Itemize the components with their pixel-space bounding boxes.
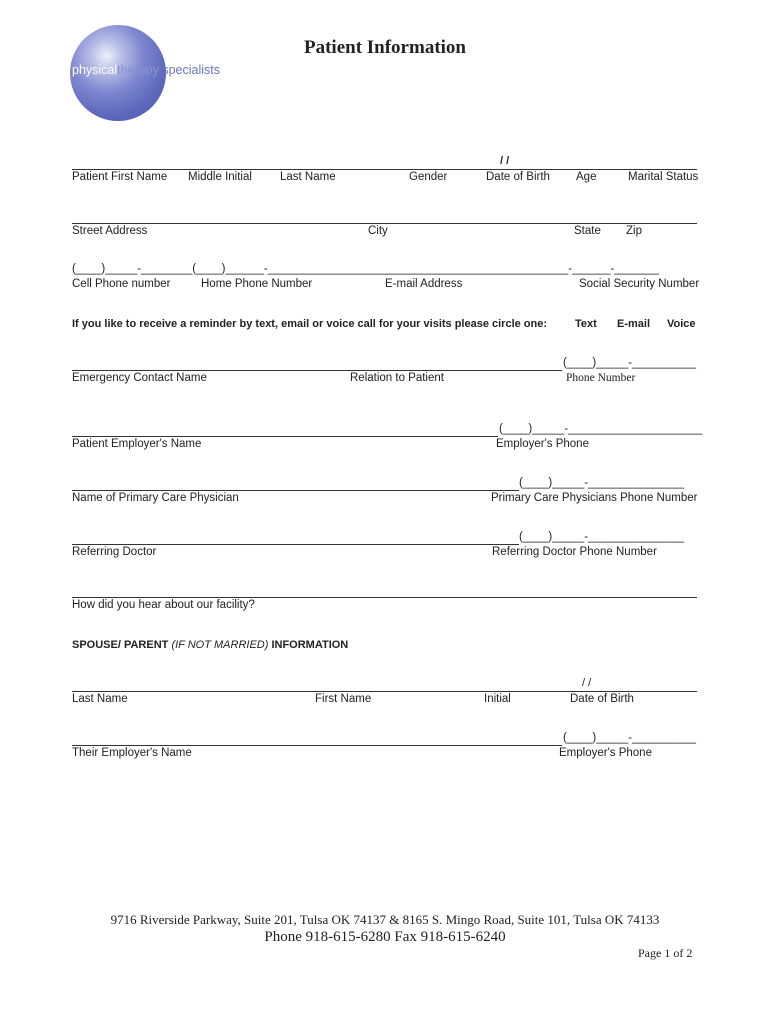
label-referring-doctor: Referring Doctor (72, 546, 157, 558)
label-ssn: Social Security Number (579, 278, 700, 290)
label-last-name: Last Name (280, 171, 336, 183)
label-emergency-contact: Emergency Contact Name (72, 372, 207, 384)
label-spouse-last-name: Last Name (72, 693, 128, 705)
employer-phone-line[interactable]: (____)_____-_____________________ (499, 423, 703, 435)
label-cell-phone: Cell Phone number (72, 278, 171, 290)
label-employer-phone: Employer's Phone (496, 438, 589, 450)
page-title: Patient Information (303, 37, 466, 58)
spouse-name-line[interactable] (72, 691, 697, 692)
logo-word-therapy: therapy (117, 63, 159, 77)
spouse-heading-end: INFORMATION (268, 639, 349, 651)
label-street-address: Street Address (72, 225, 148, 237)
label-age: Age (576, 171, 597, 183)
label-spouse-employer: Their Employer's Name (72, 747, 192, 759)
referring-phone-line[interactable]: (____)_____-_______________ (519, 531, 684, 543)
logo-word-specialists: specialists (162, 63, 221, 77)
reminder-question: If you like to receive a reminder by text, email or voice call for your visits please circle one: (72, 318, 548, 330)
pcp-phone-line[interactable]: (____)_____-_______________ (519, 477, 684, 489)
reminder-option-email[interactable]: E-mail (617, 318, 651, 330)
label-patient-first-name: Patient First Name (72, 171, 168, 183)
spouse-dob-slashes: / / (582, 677, 592, 689)
emergency-contact-line[interactable] (72, 370, 562, 371)
spouse-employer-line[interactable] (72, 745, 562, 746)
label-home-phone: Home Phone Number (201, 278, 313, 290)
pcp-name-line[interactable] (72, 490, 519, 491)
dob-slashes: / / (500, 155, 510, 167)
label-gender: Gender (409, 171, 448, 183)
label-state: State (574, 225, 601, 237)
emergency-phone-line[interactable]: (____)_____-__________ (563, 357, 697, 369)
label-pcp-name: Name of Primary Care Physician (72, 492, 239, 504)
phone-email-ssn-line[interactable]: (____)_____-________(____)______-_______________________________________________-______-_______ (72, 263, 660, 275)
page-number: Page 1 of 2 (638, 946, 693, 960)
label-spouse-dob: Date of Birth (570, 693, 634, 705)
spouse-heading-bold: SPOUSE/ PARENT (72, 639, 172, 651)
spouse-heading (72, 639, 348, 651)
label-city: City (368, 225, 388, 237)
logo-word-physical: physical (72, 63, 118, 77)
referring-doctor-line[interactable] (72, 544, 519, 545)
employer-name-line[interactable] (72, 436, 498, 437)
label-zip: Zip (626, 225, 642, 237)
name-line[interactable] (72, 169, 697, 170)
label-spouse-employer-phone: Employer's Phone (559, 747, 652, 759)
label-spouse-initial: Initial (484, 693, 511, 705)
reminder-option-voice[interactable]: Voice (667, 318, 696, 330)
logo (72, 63, 220, 77)
label-emergency-phone: Phone Number (566, 372, 636, 384)
label-referring-phone: Referring Doctor Phone Number (492, 546, 657, 558)
spouse-employer-phone-line[interactable]: (____)_____-__________ (563, 732, 697, 744)
label-pcp-phone: Primary Care Physicians Phone Number (491, 492, 698, 504)
label-relation: Relation to Patient (350, 372, 444, 384)
address-line[interactable] (72, 223, 697, 224)
footer-addresses: 9716 Riverside Parkway, Suite 201, Tulsa OK 74137 & 8165 S. Mingo Road, Suite 101, Tulsa OK 74133 (110, 912, 660, 927)
reminder-option-text[interactable]: Text (575, 318, 597, 330)
label-marital-status: Marital Status (628, 171, 699, 183)
spouse-heading-italic: (IF NOT MARRIED) (171, 639, 269, 651)
label-hear-about: How did you hear about our facility? (72, 599, 255, 611)
label-email: E-mail Address (385, 278, 463, 290)
label-middle-initial: Middle Initial (188, 171, 252, 183)
hear-line[interactable] (72, 597, 697, 598)
label-employer-name: Patient Employer's Name (72, 438, 202, 450)
label-date-of-birth: Date of Birth (486, 171, 550, 183)
label-spouse-first-name: First Name (315, 693, 372, 705)
footer-phones: Phone 918-615-6280 Fax 918-615-6240 (264, 929, 506, 945)
